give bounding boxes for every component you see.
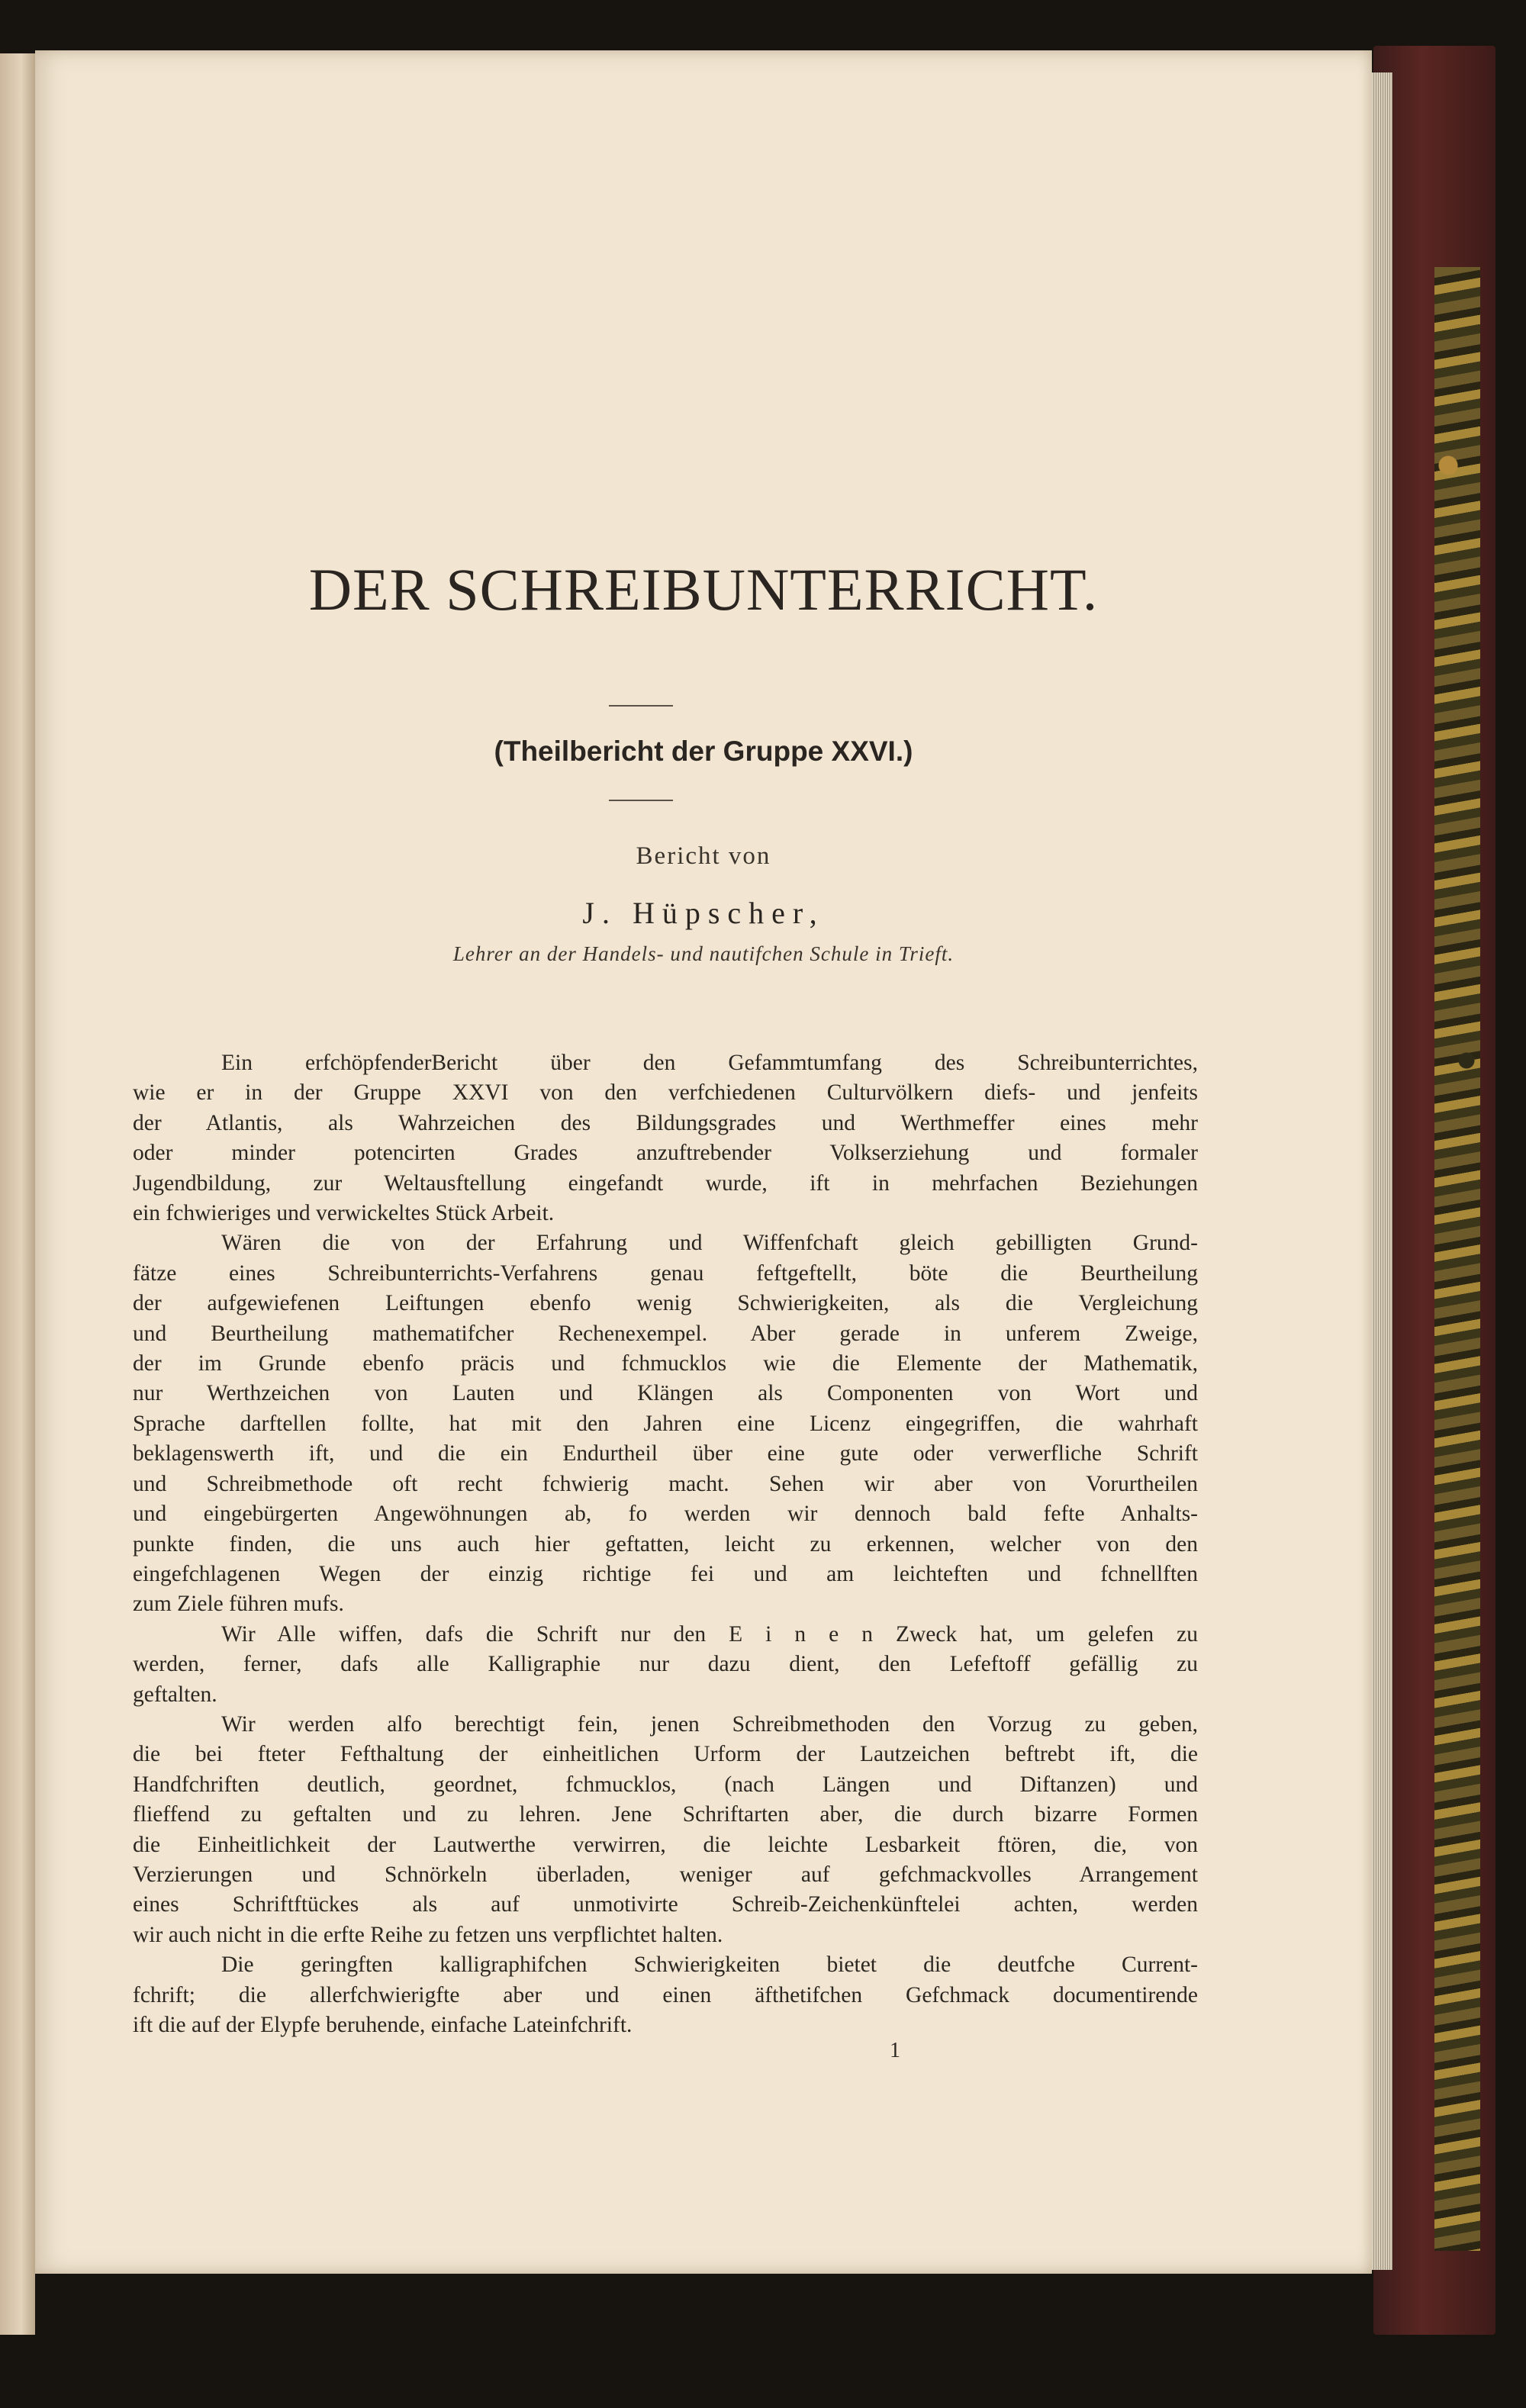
paragraph-line: ift die auf der Elypfe beruhende, einfache Lateinfchrift. [133,2013,633,2037]
paragraph-line: Jugendbildung, zur Weltausftellung eingefandt wurde, ift in mehrfachen Beziehungen [133,1170,1198,1196]
subtitle: (Theilbericht der Gruppe XXVI.) [494,736,913,767]
author-affiliation: Lehrer an der Handels- und nautifchen Schule in Trieft. [452,942,955,965]
paragraph-line: werden, ferner, dafs alle Kalligraphie nur dazu dient, den Lefeftoff gefällig zu [133,1652,1198,1677]
paragraph-line: eingefchlagenen Wegen der einzig richtige fei und am leichteften und fchnellften [133,1561,1198,1586]
paragraph-line: flieffend zu geftalten und zu lehren. Jene Schriftarten aber, die durch bizarre Formen [133,1802,1198,1827]
paragraph-line: nur Werthzeichen von Lauten und Klängen als Componenten von Wort und [133,1381,1198,1406]
paragraph-line: Die geringften kalligraphifchen Schwierigkeiten bietet die deutfche Current- [221,1952,1198,1978]
paragraph-line: der aufgewiefenen Leiftungen ebenfo wenig Schwierigkeiten, als die Vergleichung [133,1291,1198,1316]
paragraph-line: und Beurtheilung mathematifcher Rechenexempel. Aber gerade in unferem Zweige, [133,1321,1198,1346]
page-title: DER SCHREIBUNTERRICHT. [308,556,1099,623]
paragraph-line: und eingebürgerten Angewöhnungen ab, fo werden wir dennoch bald fefte Anhalts- [133,1502,1198,1527]
subtitle-rule [609,800,673,801]
author-name: J. Hüpscher, [582,896,825,930]
paragraph-line: Handfchriften deutlich, geordnet, fchmucklos, (nach Längen und Diftanzen) und [133,1772,1198,1797]
paragraph-line: der Atlantis, als Wahrzeichen des Bildungsgrades und Werthmeffer eines mehr [133,1110,1198,1135]
marbled-endpaper [1434,267,1480,2251]
paragraph-line: ein fchwieriges und verwickeltes Stück Arbeit. [133,1201,555,1226]
paragraph-line: fchrift; die allerfchwierigfte aber und einen äfthetifchen Gefchmack documentirende [133,1982,1198,2007]
paragraph-line: Wir Alle wiffen, dafs die Schrift nur den E i n e n Zweck hat, um gelefen zu [221,1621,1198,1647]
paragraph-line: beklagenswerth ift, und die ein Endurtheil über eine gute oder verwerfliche Schrift [133,1441,1198,1466]
paragraph-line: zum Ziele führen mufs. [133,1592,344,1617]
paragraph-line: Ein erfchöpfenderBericht über den Gefammtumfang des Schreibunterrichtes, [221,1051,1198,1075]
page-block-edge [1370,72,1392,2270]
title-rule [609,705,673,707]
paragraph-line: Wir werden alfo berechtigt fein, jenen Schreibmethoden den Vorzug zu geben, [221,1711,1198,1737]
book-page [35,50,1372,2274]
paragraph-line: eines Schriftftückes als auf unmotivirte Schreib-Zeichenkünftelei achten, werden [133,1892,1198,1917]
paragraph-line: fätze eines Schreibunterrichts-Verfahrens genau feftgeftellt, böte die Beurtheilung [133,1260,1198,1286]
paragraph-line: Verzierungen und Schnörkeln überladen, weniger auf gefchmackvolles Arrangement [133,1862,1198,1887]
bericht-von: Bericht von [636,842,771,870]
paragraph-line: punkte finden, die uns auch hier geftatten, leicht zu erkennen, welcher von den [133,1531,1198,1557]
paragraph-line: wie er in der Gruppe XXVI von den verfchiedenen Culturvölkern diefs- und jenfeits [133,1080,1198,1106]
paragraph-line: wir auch nicht in die erfte Reihe zu fetzen uns verpflichtet halten. [133,1922,723,1947]
paragraph-line: die Einheitlichkeit der Lautwerthe verwirren, die leichte Lesbarkeit ftören, die, von [133,1832,1198,1857]
paragraph-line: Wären die von der Erfahrung und Wiffenfchaft gleich gebilligten Grund- [221,1231,1198,1256]
left-page-edge [0,53,35,2335]
paragraph-line: die bei fteter Fefthaltung der einheitlichen Urform der Lautzeichen beftrebt ift, die [133,1742,1198,1767]
paragraph-line: der im Grunde ebenfo präcis und fchmucklos wie die Elemente der Mathematik, [133,1351,1198,1376]
paragraph-line: Sprache darftellen follte, hat mit den Jahren eine Licenz eingegriffen, die wahrhaft [133,1411,1198,1436]
paragraph-line: geftalten. [133,1682,217,1707]
page-number: 1 [890,2039,900,2062]
paragraph-line: oder minder potencirten Grades anzuftrebender Volkserziehung und formaler [133,1141,1198,1166]
body-text [133,1048,1198,2040]
paragraph-line: und Schreibmethode oft recht fchwierig macht. Sehen wir aber von Vorurtheilen [133,1471,1198,1496]
